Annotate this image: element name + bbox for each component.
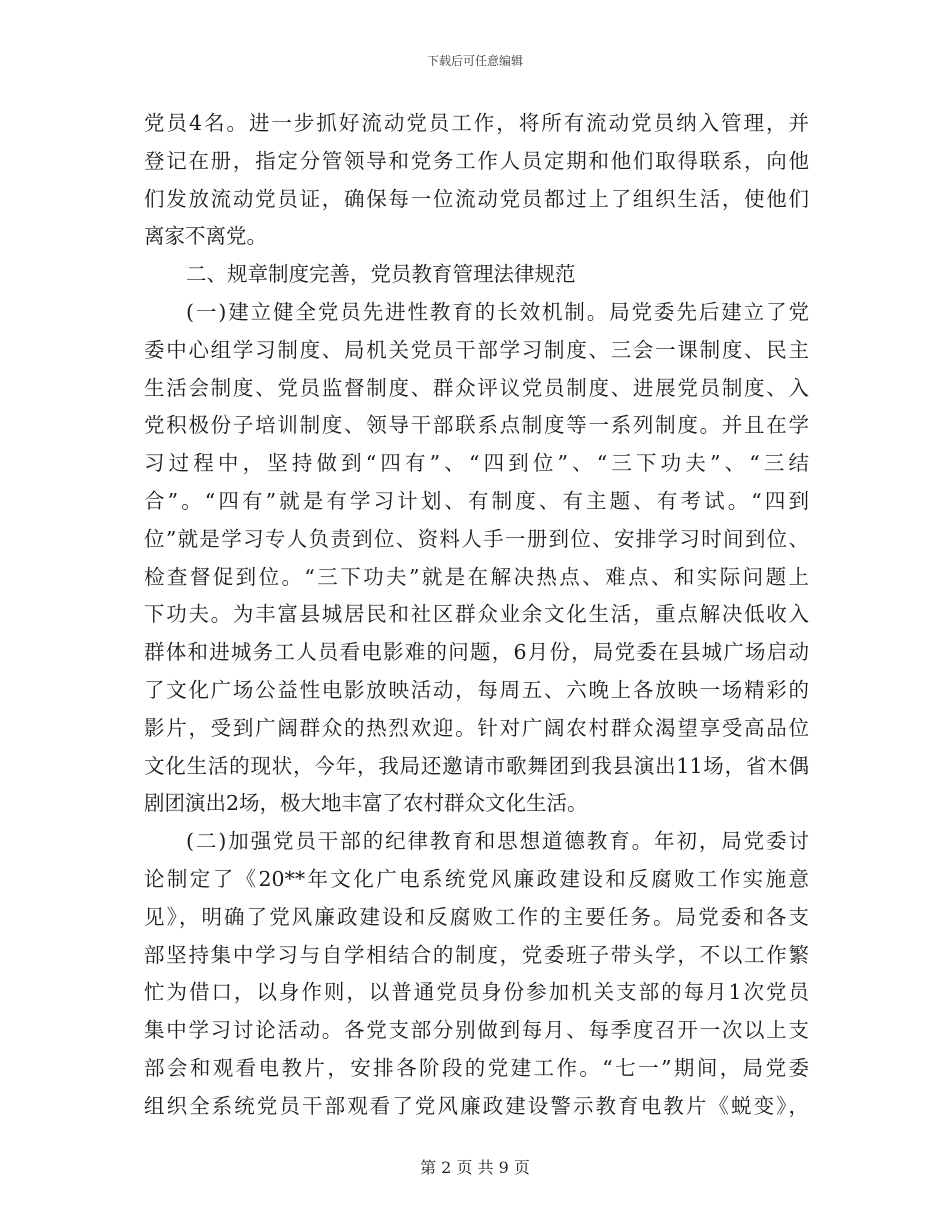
text-line: 委中心组学习制度、局机关党员干部学习制度、三会一课制度、民主 <box>144 337 809 362</box>
text-line: 下功夫。为丰富县城居民和社区群众业余文化生活，重点解决低收入 <box>144 602 809 627</box>
text-line: 位”就是学习专人负责到位、资料人手一册到位、安排学习时间到位、 <box>144 526 809 551</box>
text-line: 影片，受到广阔群众的热烈欢迎。针对广阔农村群众渴望享受高品位 <box>144 715 809 740</box>
text-line: 离家不离党。 <box>144 224 267 249</box>
text-line: 剧团演出2场，极大地丰富了农村群众文化生活。 <box>144 791 588 816</box>
text-line: 组织全系统党员干部观看了党风廉政建设警示教育电教片《蜕变》， <box>144 1093 809 1118</box>
text-line: 们发放流动党员证，确保每一位流动党员都过上了组织生活，使他们 <box>144 186 809 211</box>
text-line: 群体和进城务工人员看电影难的问题，6月份，局党委在县城广场启动 <box>144 640 809 665</box>
text-line: 忙为借口，以身作则，以普通党员身份参加机关支部的每月1次党员 <box>144 980 809 1005</box>
text-line: 部坚持集中学习与自学相结合的制度，党委班子带头学，不以工作繁 <box>144 942 809 967</box>
text-line: 合”。“四有”就是有学习计划、有制度、有主题、有考试。“四到 <box>144 488 809 513</box>
text-line: 文化生活的现状，今年，我局还邀请市歌舞团到我县演出11场，省木偶 <box>144 753 809 778</box>
text-line: (二)加强党员干部的纪律教育和思想道德教育。年初，局党委讨 <box>186 829 809 854</box>
text-line: 了文化广场公益性电影放映活动，每周五、六晚上各放映一场精彩的 <box>144 677 809 702</box>
text-line: 检查督促到位。“三下功夫”就是在解决热点、难点、和实际问题上 <box>144 564 809 589</box>
text-line: 集中学习讨论活动。各党支部分别做到每月、每季度召开一次以上支 <box>144 1018 809 1043</box>
text-line: 论制定了《20**年文化广电系统党风廉政建设和反腐败工作实施意 <box>144 866 809 891</box>
text-line: 见》，明确了党风廉政建设和反腐败工作的主要任务。局党委和各支 <box>144 904 809 929</box>
document-body <box>144 105 809 1126</box>
text-line: 习过程中，坚持做到“四有”、“四到位”、“三下功夫”、“三结 <box>144 451 809 476</box>
page-header: 下载后可任意编辑 <box>426 54 523 68</box>
section-heading: 二、规章制度完善，党员教育管理法律规范 <box>186 262 576 287</box>
text-line: 生活会制度、党员监督制度、群众评议党员制度、进展党员制度、入 <box>144 375 809 400</box>
text-line: 党员4名。进一步抓好流动党员工作，将所有流动党员纳入管理，并 <box>144 111 809 135</box>
text-line: 登记在册，指定分管领导和党务工作人员定期和他们取得联系，向他 <box>144 148 809 173</box>
page-footer: 第 2 页 共 9 页 <box>420 1158 530 1177</box>
text-line: 党积极份子培训制度、领导干部联系点制度等一系列制度。并且在学 <box>144 413 809 438</box>
text-line: (一)建立健全党员先进性教育的长效机制。局党委先后建立了党 <box>186 299 809 324</box>
text-line: 部会和观看电教片，安排各阶段的党建工作。“七一”期间，局党委 <box>144 1055 809 1080</box>
